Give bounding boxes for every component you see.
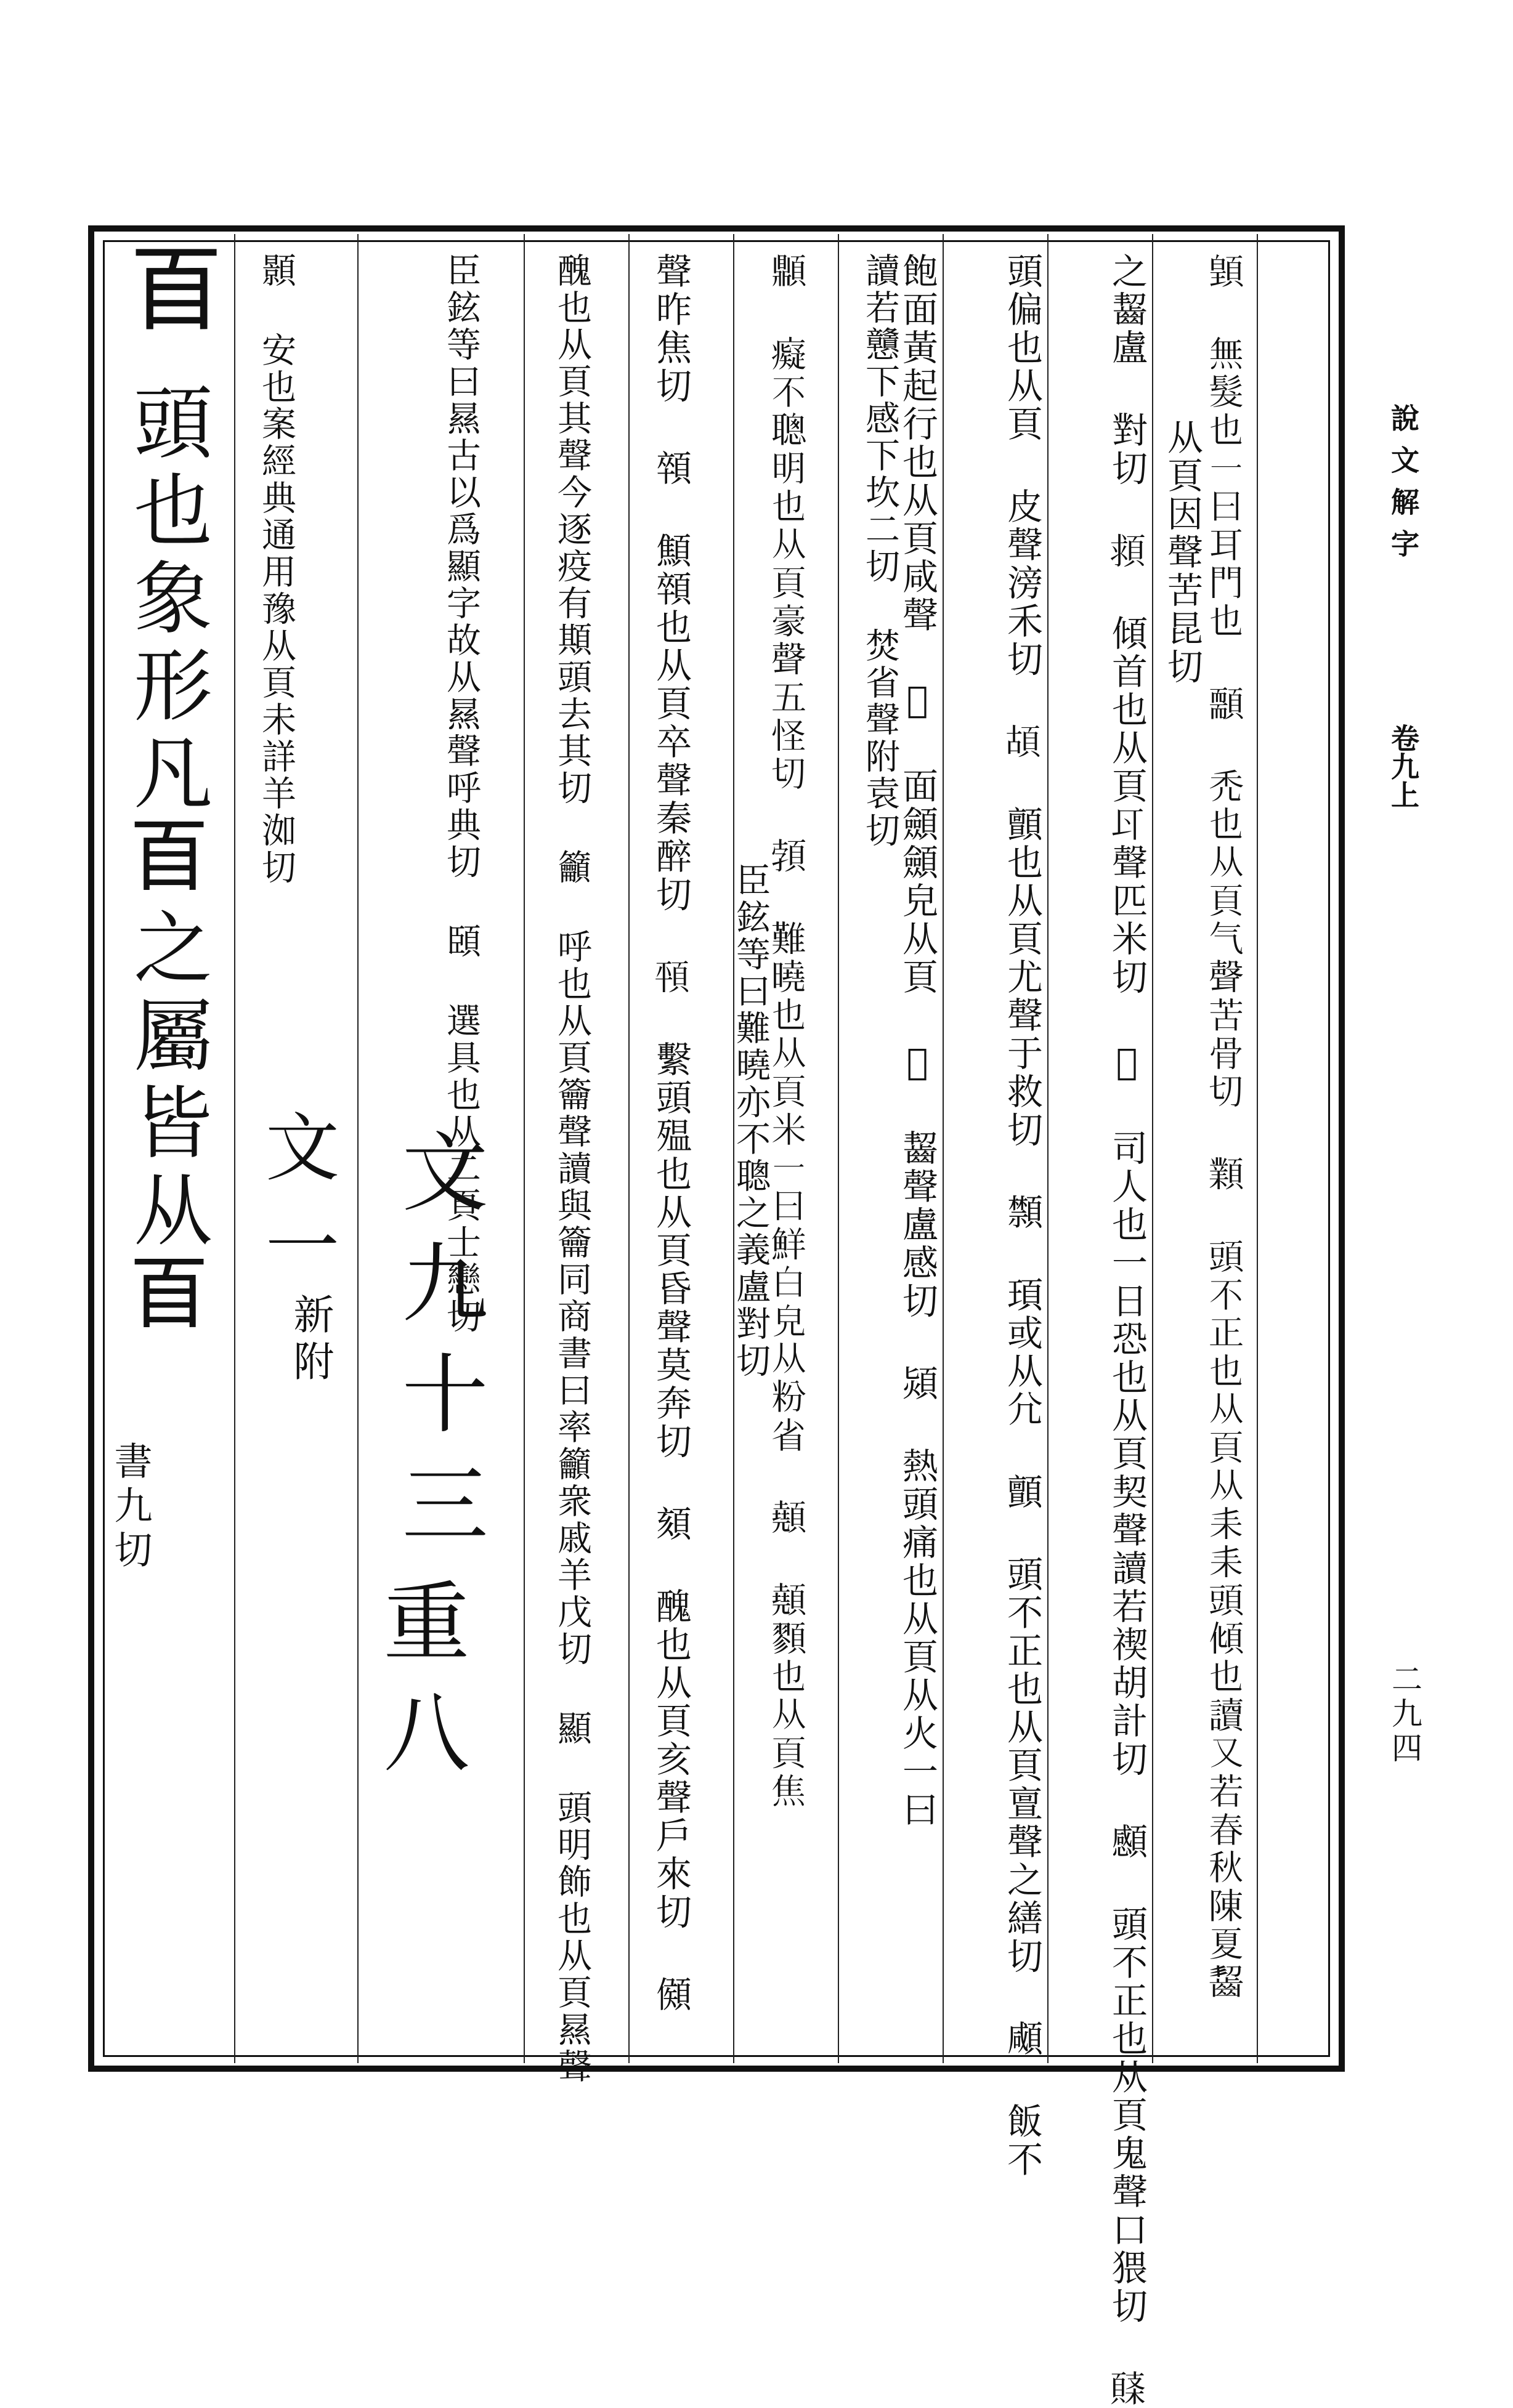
column-rule — [524, 234, 525, 2063]
column-rule — [1152, 234, 1153, 2063]
text-column-6: 讀若戇下感下坎二切 焚省聲附袁切 — [860, 253, 900, 849]
text-column-9: 聲昨焦切 顇 顦顇也从頁卒聲秦醉切 𩑳 繫頭殟也从頁昏聲莫奔切 頦 醜也从頁亥聲戶來切 䫛 — [650, 253, 692, 2014]
total-count: 文九十三 — [387, 1127, 488, 1570]
text-column-7: 𩕢 癡不聰明也从頁豪聲五怪切 𩓐 難曉也从頁米一曰鮮白皃从粉省 顤 顤顟也从頁焦 — [767, 253, 809, 1811]
book-title: 說文解字 — [1387, 403, 1420, 571]
text-column-4: 頭偏也从頁 皮聲滂禾切 𩑶 顫也从頁尤聲于救切 䫴 頊或从𡯂 顫 頭不正也从頁亶聲之繕切 顑 飯不 — [1001, 253, 1043, 2179]
volume-label: 卷九上 — [1387, 724, 1420, 809]
column-rule — [1047, 234, 1049, 2063]
column-rule — [1257, 234, 1258, 2063]
section-seal-char: 𦣻 — [119, 246, 226, 347]
column-rule — [357, 234, 359, 2063]
column-rule — [628, 234, 630, 2063]
new-entry-label: 新附 — [286, 1293, 334, 1387]
text-column-8: 臣鉉等曰難曉亦不聰之義盧對切 — [731, 862, 771, 1380]
text-column-5: 飽面黃起行也从頁咸聲 𩕝 面顩顩皃从頁 𩕾 齧聲盧感切 熲 熱頭痛也从頁从火一曰 — [896, 253, 938, 1829]
column-rule — [943, 234, 944, 2063]
text-column-1: 𩔇 無髮也一曰耳門也 䫱 禿也从頁气聲苦骨切 𩕟 頭不正也从頁从耒耒頭傾也讀又若春秋陳夏齧 — [1204, 253, 1246, 2002]
text-column-11: 臣鉉等曰㬎古以爲顯字故从㬎聲呼典切 頣 選具也从二頁士戀切 — [441, 253, 481, 1335]
variant-count: 重八 — [369, 1577, 469, 1798]
section-definition: 頭也象形凡𦣻之屬皆从𦣻 — [120, 382, 212, 1344]
text-column-12: 顥 安也案經典通用豫从頁未詳羊洳切 — [256, 253, 296, 886]
column-rule — [234, 234, 235, 2063]
section-reading: 書九切 — [108, 1441, 153, 1574]
text-column-2: 从頁因聲苦昆切 — [1161, 419, 1203, 686]
page-number: 二九四 — [1387, 1663, 1422, 1766]
text-column-3: 之齧盧 對切 𩒮 傾首也从頁𠁾聲匹米切 𩔪 司人也一日恐也从頁契聲讀若禊胡計切 䫲 頭不正也从頁鬼聲口猥切 𩓸 — [1106, 253, 1148, 2408]
new-entry-count: 文一 — [253, 1109, 339, 1306]
column-rule — [838, 234, 839, 2063]
text-column-10: 醜也从頁其聲今逐疫有䫏頭去其切 籲 呼也从頁籥聲讀與籥同商書曰率籲衆戚羊戊切 顯 頭明飾也从頁㬎聲 — [552, 253, 592, 2085]
